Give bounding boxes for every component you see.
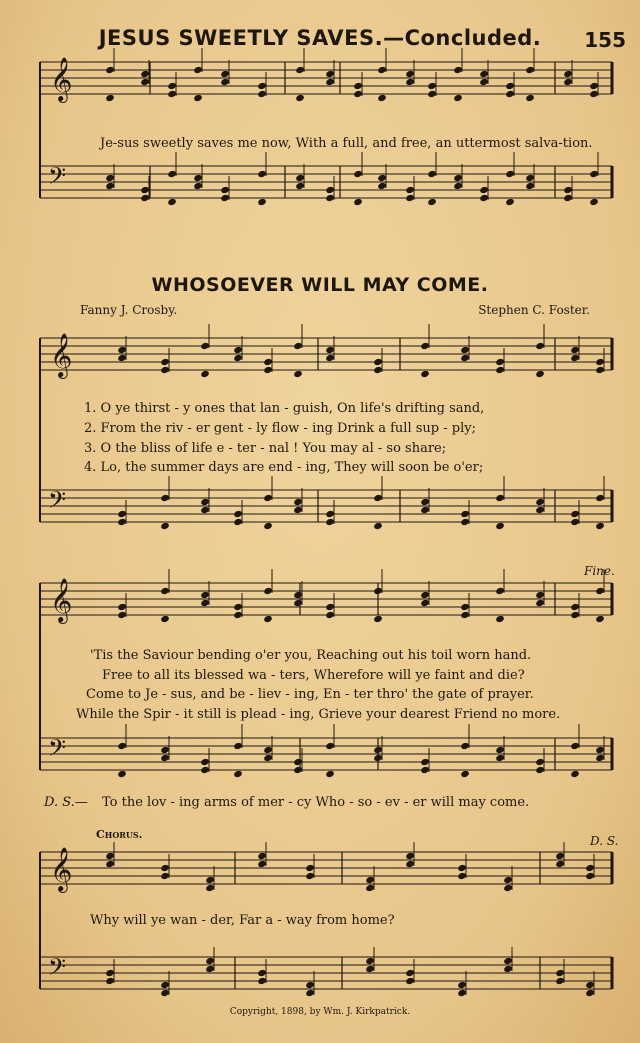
note-head [479,78,489,86]
note-head [257,198,267,206]
note-head [305,872,315,880]
note-head [105,66,115,74]
note-head [140,194,150,202]
note-head [140,70,150,78]
note-head [257,852,267,860]
note-head [460,770,470,778]
composer-credit: Stephen C. Foster. [478,303,590,317]
note-head [525,174,535,182]
note-head [160,522,170,530]
note-head [160,746,170,754]
note-head [460,611,470,619]
note-head [295,66,305,74]
note-head [563,78,573,86]
note-head [305,864,315,872]
note-head [293,599,303,607]
note-head [160,989,170,997]
note-head [117,742,127,750]
note-head [479,70,489,78]
note-head [325,346,335,354]
note-head [427,82,437,90]
note-head [140,78,150,86]
lyricist-credit: Fanny J. Crosby. [80,303,178,317]
note-head [535,370,545,378]
note-head [570,603,580,611]
page-header-title: JESUS SWEETLY SAVES.—Concluded. [98,26,542,50]
note-head [555,860,565,868]
note-head [427,198,437,206]
note-head [460,510,470,518]
note-head [453,66,463,74]
note-head [263,494,273,502]
note-head [377,94,387,102]
note-head [525,182,535,190]
note-head [233,742,243,750]
note-head [263,358,273,366]
note-head [535,766,545,774]
note-head [220,186,230,194]
note-head [589,82,599,90]
note-head [325,518,335,526]
note-head [535,498,545,506]
note-head [555,977,565,985]
note-head [373,366,383,374]
note-head [505,82,515,90]
note-head [365,876,375,884]
note-head [160,872,170,880]
note-head [160,864,170,872]
note-head [595,494,605,502]
note-head [377,66,387,74]
note-head [457,872,467,880]
note-head [160,981,170,989]
note-head [420,591,430,599]
note-head [405,977,415,985]
note-head [373,754,383,762]
note-head [535,591,545,599]
note-head [373,522,383,530]
note-head [293,506,303,514]
note-head [503,884,513,892]
note-head [505,170,515,178]
note-head [233,354,243,362]
note-head [535,599,545,607]
note-head [495,746,505,754]
note-head [405,78,415,86]
note-head [373,494,383,502]
note-head [377,174,387,182]
note-head [160,358,170,366]
note-head [193,182,203,190]
note-head [495,754,505,762]
note-head [325,70,335,78]
note-head [205,884,215,892]
note-head [263,615,273,623]
note-head [325,510,335,518]
note-head [293,342,303,350]
note-head [325,742,335,750]
bass-clef-icon: 𝄢 [48,486,67,519]
bass-clef-icon: 𝄢 [48,734,67,767]
note-head [293,758,303,766]
note-head [105,860,115,868]
note-head [353,90,363,98]
note-head [570,770,580,778]
note-head [525,66,535,74]
note-head [585,864,595,872]
note-head [505,90,515,98]
note-head [257,860,267,868]
note-head [167,198,177,206]
note-head [589,170,599,178]
note-head [505,198,515,206]
note-head [365,884,375,892]
note-head [479,194,489,202]
note-head [460,742,470,750]
note-head [105,969,115,977]
note-head [117,510,127,518]
note-head [595,615,605,623]
note-head [193,174,203,182]
note-head [495,587,505,595]
note-head [167,170,177,178]
note-head [200,758,210,766]
note-head [595,366,605,374]
note-head [257,969,267,977]
note-head [535,506,545,514]
ds-marking: D. S. [590,834,619,848]
note-head [495,522,505,530]
note-head [160,615,170,623]
note-head [200,506,210,514]
note-head [293,766,303,774]
note-head [220,78,230,86]
note-head [205,957,215,965]
note-head [305,989,315,997]
note-head [105,182,115,190]
note-head [325,194,335,202]
note-head [373,358,383,366]
note-head [570,510,580,518]
note-head [457,981,467,989]
note-head [479,186,489,194]
note-head [117,346,127,354]
note-head [200,599,210,607]
note-head [200,591,210,599]
note-head [420,758,430,766]
note-head [405,70,415,78]
note-head [257,82,267,90]
note-head [595,746,605,754]
note-head [570,611,580,619]
note-head [405,194,415,202]
note-head [595,522,605,530]
note-head [117,354,127,362]
copyright-footer: Copyright, 1898, by Wm. J. Kirkpatrick. [229,1007,411,1017]
treble-clef-icon: 𝄞 [50,578,73,622]
note-head [117,518,127,526]
note-head [193,66,203,74]
note-head [503,876,513,884]
note-head [117,611,127,619]
note-head [325,603,335,611]
note-head [105,174,115,182]
note-head [373,615,383,623]
note-head [263,366,273,374]
note-head [233,603,243,611]
note-head [495,494,505,502]
note-head [305,981,315,989]
note-head [427,170,437,178]
note-head [200,370,210,378]
note-head [563,194,573,202]
note-head [495,358,505,366]
note-head [570,354,580,362]
note-head [457,864,467,872]
note-head [325,770,335,778]
note-head [453,182,463,190]
note-head [325,186,335,194]
note-head [160,494,170,502]
note-head [535,342,545,350]
note-head [427,90,437,98]
note-head [293,370,303,378]
note-head [460,354,470,362]
note-head [353,170,363,178]
note-head [405,852,415,860]
note-head [200,342,210,350]
note-head [160,366,170,374]
note-head [263,746,273,754]
note-head [325,354,335,362]
note-head [263,754,273,762]
hymnal-page: JESUS SWEETLY SAVES.—Concluded. 155 𝄞 𝄢 𝄞 𝄢 𝄞 𝄢 𝄞 𝄢 Je-sus sweetly saves me now, With a full, and free, an uttermost salva-tion. WHOSOEVER WILL MAY COME. Fanny J. Crosby. Stephen C. Foster. 1. O ye thirst - y ones that lan - guish, On life's drifting sand, 2. From the riv - er gent - ly flow - ing Drink a full sup - ply; 3. O the bliss of life e - ter - nal ! You may al - so share; 4. Lo, the summer days are end - ing, They will soon be o'er; Fine. 'Tis the Saviour bending o'er you, Reaching out his toil worn hand. Free to all its blessed wa - ters, Wherefore will ye faint and die? Come to Je - sus, and be - liev - ing, En - ter thro' the gate of prayer. While the Spir - it still is plead - ing, Grieve your dearest Friend no more. D. S.— To the lov - ing arms of mer - cy Who - so - ev - er will may come. Chorus. D. S. Why will ye wan - der, Far a - way from home? Copyright, 1898, by Wm. J. Kirkpatrick. [0,0,640,1043]
note-head [535,758,545,766]
note-head [453,174,463,182]
note-head [140,186,150,194]
note-head [405,969,415,977]
note-head [405,186,415,194]
note-head [193,94,203,102]
note-head [257,977,267,985]
note-head [117,603,127,611]
note-head [373,746,383,754]
treble-clef-icon: 𝄞 [50,57,73,101]
note-head [585,872,595,880]
note-head [220,194,230,202]
note-head [160,587,170,595]
note-head [293,591,303,599]
note-head [595,754,605,762]
note-head [105,977,115,985]
note-head [233,518,243,526]
note-head [233,770,243,778]
note-head [167,82,177,90]
note-head [595,358,605,366]
note-head [495,615,505,623]
note-head [200,766,210,774]
note-head [570,742,580,750]
note-head [405,860,415,868]
note-head [570,518,580,526]
note-head [293,498,303,506]
note-head [589,90,599,98]
note-head [460,603,470,611]
note-head [205,876,215,884]
note-head [160,754,170,762]
bass-clef-icon: 𝄢 [48,162,67,195]
note-head [595,587,605,595]
chorus-label: Chorus. [96,828,143,841]
note-head [453,94,463,102]
note-head [295,182,305,190]
note-head [585,981,595,989]
note-head [205,965,215,973]
note-head [460,346,470,354]
note-head [460,518,470,526]
note-head [503,957,513,965]
note-head [257,170,267,178]
note-head [353,198,363,206]
note-head [200,498,210,506]
note-head [503,965,513,973]
page-number: 155 [584,28,626,52]
note-head [495,366,505,374]
note-head [233,611,243,619]
note-head [525,94,535,102]
note-head [117,770,127,778]
note-head [570,346,580,354]
note-head [353,82,363,90]
note-head [263,587,273,595]
note-head [365,957,375,965]
note-head [420,498,430,506]
note-head [555,852,565,860]
note-head [105,94,115,102]
song-title: WHOSOEVER WILL MAY COME. [151,274,489,296]
fine-marking: Fine. [584,564,615,578]
note-head [420,506,430,514]
treble-clef-icon: 𝄞 [50,847,73,891]
note-head [589,198,599,206]
note-head [563,70,573,78]
note-head [233,510,243,518]
note-head [295,174,305,182]
note-head [377,182,387,190]
note-head [563,186,573,194]
note-head [420,599,430,607]
note-head [263,522,273,530]
treble-clef-icon: 𝄞 [50,333,73,377]
note-head [233,346,243,354]
note-head [365,965,375,973]
note-head [420,342,430,350]
note-head [420,766,430,774]
note-head [325,78,335,86]
note-head [295,94,305,102]
bass-clef-icon: 𝄢 [48,953,67,986]
note-head [220,70,230,78]
note-head [325,611,335,619]
note-head [420,370,430,378]
note-head [457,989,467,997]
note-head [257,90,267,98]
note-head [555,969,565,977]
note-head [585,989,595,997]
note-head [105,852,115,860]
note-head [373,587,383,595]
note-head [167,90,177,98]
